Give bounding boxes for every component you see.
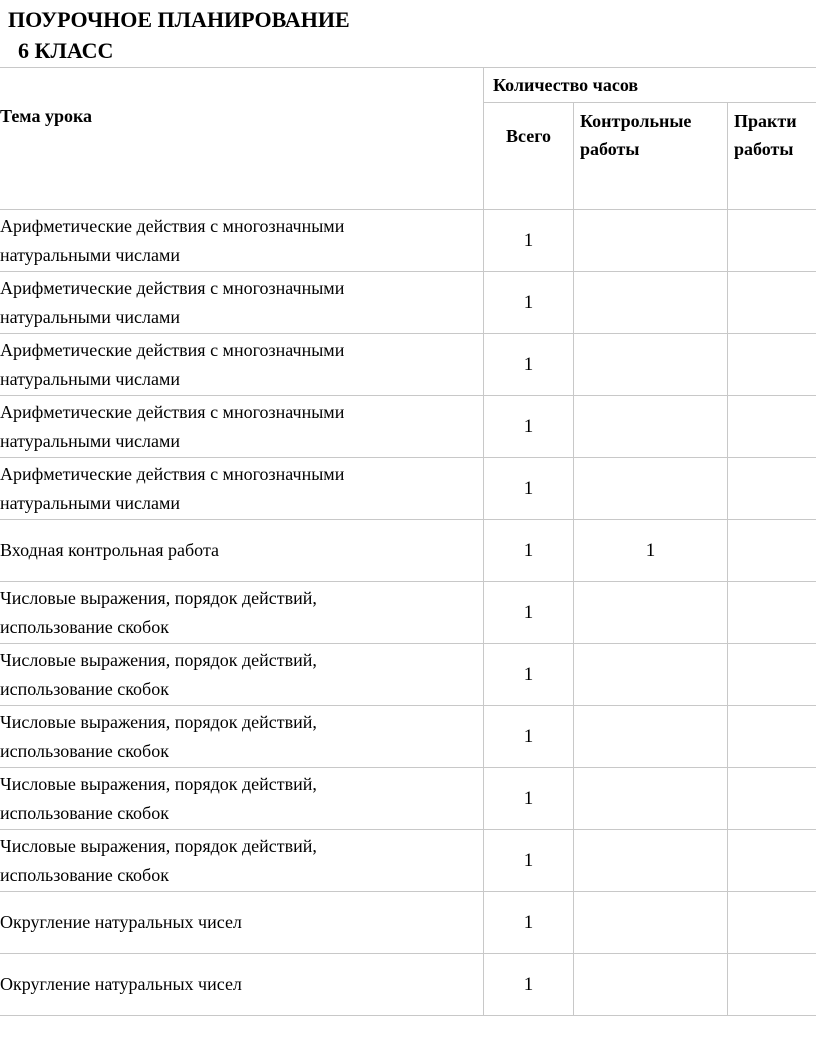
lesson-topic-line1: Числовые выражения, порядок действий, [0, 836, 317, 856]
lesson-topic-line2: использование скобок [0, 679, 169, 699]
table-row [0, 582, 816, 644]
lesson-topic-cell [0, 582, 484, 644]
lesson-topic-cell [0, 520, 484, 582]
lesson-topic-line2: использование скобок [0, 803, 169, 823]
practical-works-cell [728, 706, 816, 768]
lesson-topic-line1: Арифметические действия с многозначными [0, 402, 345, 422]
control-works-cell [574, 458, 728, 520]
control-works-cell [574, 830, 728, 892]
header-total: Всего [484, 103, 574, 210]
table-row [0, 644, 816, 706]
table-row [0, 334, 816, 396]
lesson-topic-cell [0, 272, 484, 334]
control-works-cell [574, 582, 728, 644]
total-hours-cell: 1 [484, 706, 574, 768]
lesson-topic-cell [0, 210, 484, 272]
lesson-topic-line1: Арифметические действия с многозначными [0, 464, 345, 484]
total-hours-cell: 1 [484, 334, 574, 396]
table-row [0, 210, 816, 272]
lesson-topic-cell [0, 954, 484, 1016]
page-subtitle: 6 КЛАСС [18, 38, 114, 63]
header-control-works [574, 103, 728, 210]
table-header [0, 68, 816, 210]
lesson-topic-cell [0, 644, 484, 706]
lesson-topic-line2: натуральными числами [0, 245, 181, 265]
lesson-topic-cell [0, 706, 484, 768]
control-works-cell [574, 210, 728, 272]
lesson-topic-line1: Числовые выражения, порядок действий, [0, 588, 317, 608]
lesson-topic-line1: Числовые выражения, порядок действий, [0, 712, 317, 732]
table-row [0, 458, 816, 520]
lesson-topic-cell [0, 768, 484, 830]
practical-works-cell [728, 334, 816, 396]
lesson-topic-line2: использование скобок [0, 741, 169, 761]
total-hours-cell: 1 [484, 954, 574, 1016]
control-works-cell [574, 334, 728, 396]
table-row [0, 954, 816, 1016]
lesson-topic-cell [0, 830, 484, 892]
total-hours-cell: 1 [484, 458, 574, 520]
lesson-topic-line1: Арифметические действия с многозначными [0, 340, 345, 360]
header-topic: Тема урока [0, 68, 484, 210]
practical-works-cell [728, 954, 816, 1016]
total-hours-cell: 1 [484, 210, 574, 272]
header-practice-line1: Практи [734, 111, 797, 131]
lesson-topic-line2: использование скобок [0, 865, 169, 885]
lesson-topic-line2: натуральными числами [0, 431, 181, 451]
practical-works-cell [728, 396, 816, 458]
lesson-topic-cell [0, 892, 484, 954]
practical-works-cell [728, 644, 816, 706]
table-row [0, 272, 816, 334]
lesson-topic-line1: Входная контрольная работа [0, 540, 220, 560]
table-row [0, 706, 816, 768]
total-hours-cell: 1 [484, 272, 574, 334]
page-title: ПОУРОЧНОЕ ПЛАНИРОВАНИЕ [8, 7, 350, 32]
header-row-1 [0, 68, 816, 103]
control-works-cell [574, 644, 728, 706]
total-hours-cell: 1 [484, 830, 574, 892]
practical-works-cell [728, 520, 816, 582]
table-row [0, 892, 816, 954]
lesson-topic-cell [0, 458, 484, 520]
lesson-topic-cell [0, 334, 484, 396]
control-works-cell [574, 768, 728, 830]
total-hours-cell: 1 [484, 892, 574, 954]
lesson-topic-line2: натуральными числами [0, 369, 181, 389]
table-row [0, 396, 816, 458]
practical-works-cell [728, 830, 816, 892]
control-works-cell [574, 706, 728, 768]
control-works-cell: 1 [574, 520, 728, 582]
total-hours-cell: 1 [484, 582, 574, 644]
table-row [0, 830, 816, 892]
lesson-topic-line1: Числовые выражения, порядок действий, [0, 650, 317, 670]
total-hours-cell: 1 [484, 396, 574, 458]
header-practice-line2: работы [734, 139, 794, 159]
lesson-topic-line2: натуральными числами [0, 307, 181, 327]
control-works-cell [574, 272, 728, 334]
header-practical-works [728, 103, 816, 210]
practical-works-cell [728, 272, 816, 334]
lesson-topic-line2: натуральными числами [0, 493, 181, 513]
lesson-topic-line1: Арифметические действия с многозначными [0, 216, 345, 236]
header-control-line1: Контрольные [580, 111, 692, 131]
total-hours-cell: 1 [484, 520, 574, 582]
table-row [0, 768, 816, 830]
header-control-line2: работы [580, 139, 640, 159]
lesson-plan-table [0, 67, 816, 1016]
practical-works-cell [728, 210, 816, 272]
table-row [0, 520, 816, 582]
control-works-cell [574, 892, 728, 954]
header-hours-group: Количество часов [484, 68, 816, 103]
practical-works-cell [728, 458, 816, 520]
table-body [0, 210, 816, 1016]
lesson-topic-cell [0, 396, 484, 458]
lesson-topic-line1: Округление натуральных чисел [0, 974, 242, 994]
practical-works-cell [728, 892, 816, 954]
lesson-topic-line2: использование скобок [0, 617, 169, 637]
control-works-cell [574, 954, 728, 1016]
total-hours-cell: 1 [484, 644, 574, 706]
practical-works-cell [728, 768, 816, 830]
control-works-cell [574, 396, 728, 458]
lesson-topic-line1: Арифметические действия с многозначными [0, 278, 345, 298]
practical-works-cell [728, 582, 816, 644]
lesson-topic-line1: Числовые выражения, порядок действий, [0, 774, 317, 794]
total-hours-cell: 1 [484, 768, 574, 830]
lesson-topic-line1: Округление натуральных чисел [0, 912, 242, 932]
